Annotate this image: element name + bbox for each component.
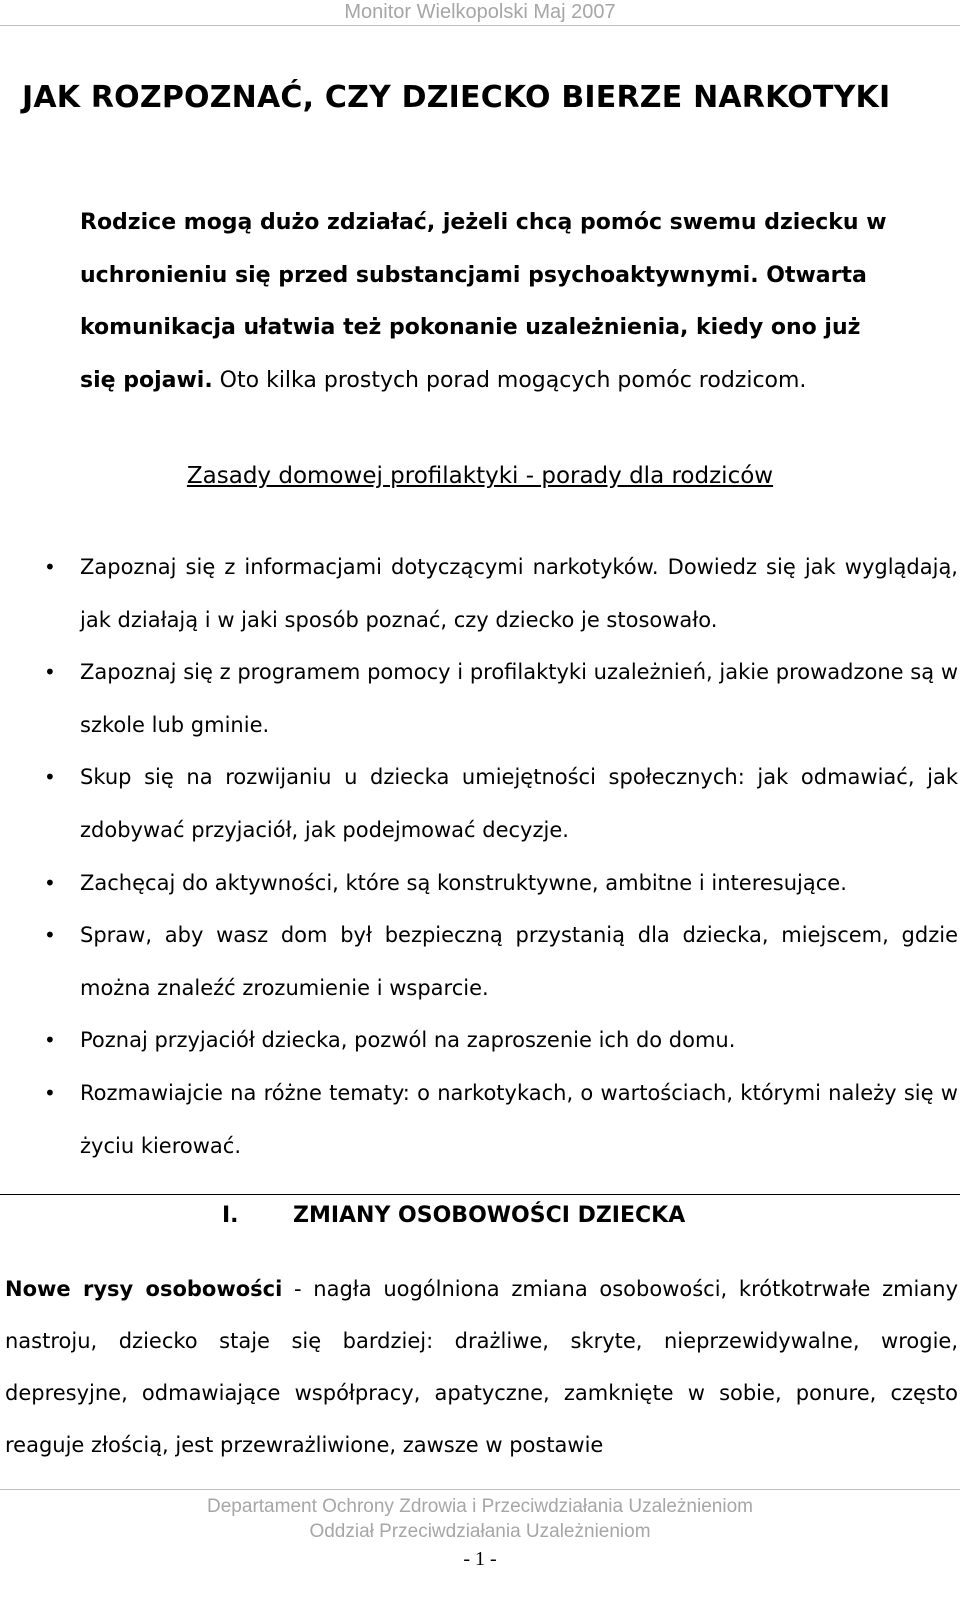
running-header: Monitor Wielkopolski Maj 2007 bbox=[344, 1, 616, 23]
list-item-text: Zachęcaj do aktywności, które są konstruktywne, ambitne i interesujące. bbox=[80, 870, 847, 895]
list-item-text: Rozmawiajcie na różne tematy: o narkotykach, o wartościach, którymi należy się w życiu kierować. bbox=[80, 1080, 958, 1158]
list-item bbox=[44, 857, 958, 910]
bullet-icon: • bbox=[44, 1028, 56, 1053]
list-item bbox=[44, 751, 958, 856]
header-rule bbox=[0, 25, 960, 26]
page-number: - 1 - bbox=[463, 1548, 497, 1570]
list-item bbox=[44, 541, 958, 646]
list-item bbox=[44, 646, 958, 751]
bullet-icon: • bbox=[44, 660, 56, 685]
intro-rest-text: Oto kilka prostych porad mogących pomóc rodzicom. bbox=[212, 368, 807, 394]
bullet-icon: • bbox=[44, 923, 56, 948]
footer-division: Oddział Przeciwdziałania Uzależnieniom bbox=[309, 1521, 651, 1542]
footer-rule bbox=[0, 1489, 960, 1490]
section-title: ZMIANY OSOBOWOŚCI DZIECKA bbox=[293, 1203, 686, 1228]
list-item-text: Zapoznaj się z informacjami dotyczącymi narkotyków. Dowiedz się jak wyglądają, jak działają i w jaki sposób poznać, czy dziecko je stosowało. bbox=[80, 555, 958, 632]
list-item bbox=[44, 1014, 958, 1067]
list-item-text: Zapoznaj się z programem pomocy i profilaktyki uzależnień, jakie prowadzone są w szkole lub gminie. bbox=[80, 660, 958, 737]
section-rule bbox=[0, 1194, 960, 1195]
bullet-icon: • bbox=[44, 1080, 56, 1105]
list-item-text: Poznaj przyjaciół dziecka, pozwól na zaproszenie ich do domu. bbox=[80, 1028, 736, 1053]
section-body bbox=[5, 1263, 958, 1471]
footer-department: Departament Ochrony Zdrowia i Przeciwdziałania Uzależnieniom bbox=[207, 1496, 753, 1517]
tips-list bbox=[44, 541, 958, 1172]
list-item bbox=[44, 909, 958, 1014]
list-item-text: Spraw, aby wasz dom był bezpieczną przystanią dla dziecka, miejscem, gdzie można znaleźć zrozumienie i wsparcie. bbox=[80, 923, 958, 1000]
intro-bold-text: Rodzice mogą dużo zdziałać, jeżeli chcą pomóc swemu dziecku w uchronieniu się przed substancjami psychoaktywnymi. Otwarta komunikacja ułatwia też pokonanie uzależnienia, kiedy ono już się pojawi. bbox=[80, 210, 887, 394]
section-number: I. bbox=[222, 1203, 239, 1228]
list-item bbox=[44, 1067, 958, 1172]
bullet-icon: • bbox=[44, 555, 56, 579]
bullet-icon: • bbox=[44, 765, 56, 790]
list-item-text: Skup się na rozwijaniu u dziecka umiejętności społecznych: jak odmawiać, jak zdobywać przyjaciół, jak podejmować decyzje. bbox=[80, 765, 958, 842]
section-lead-bold: Nowe rysy osobowości bbox=[5, 1277, 283, 1301]
section-body-text: - nagła uogólniona zmiana osobowości, krótkotrwałe zmiany nastroju, dziecko staje się bardziej: drażliwe, skryte, nieprzewidywalne, wrogie, depresyjne, odmawiające współpracy, apatyczne, zamknięte w sobie, ponure, często reaguje złością, jest przewrażliwione, zawsze w postawie bbox=[5, 1277, 958, 1457]
bullet-icon: • bbox=[44, 870, 56, 895]
section-subtitle: Zasady domowej profilaktyki - porady dla rodziców bbox=[186, 463, 774, 489]
intro-paragraph bbox=[80, 197, 895, 408]
document-title: JAK ROZPOZNAĆ, CZY DZIECKO BIERZE NARKOTYKI bbox=[22, 80, 891, 115]
